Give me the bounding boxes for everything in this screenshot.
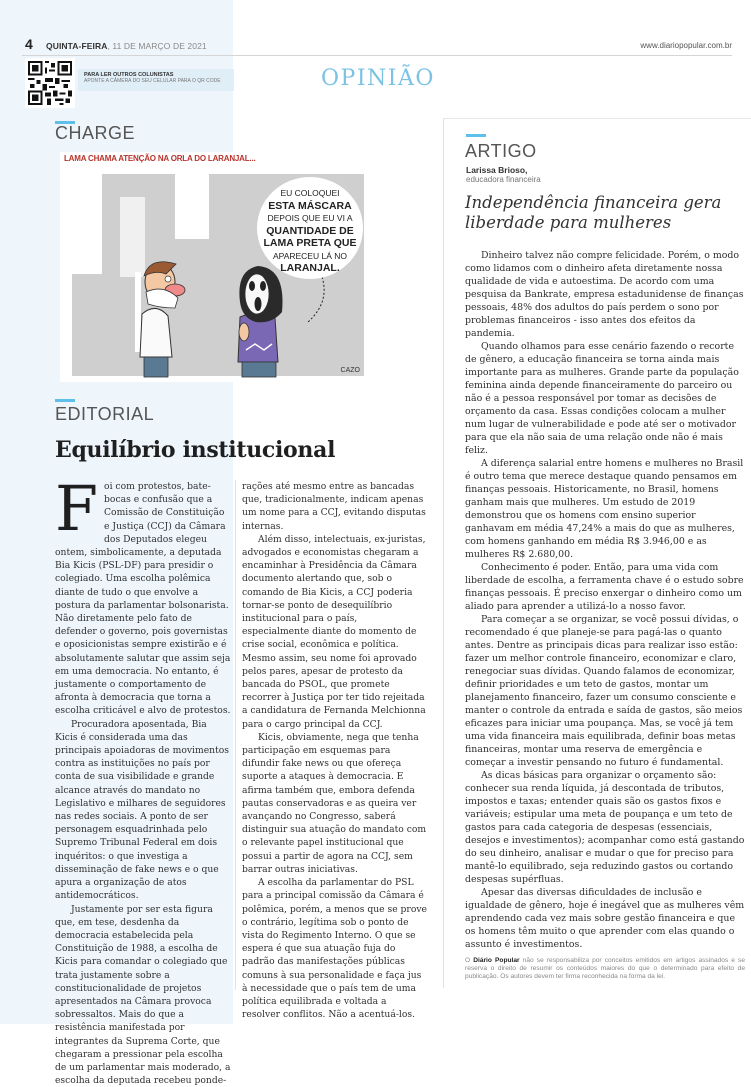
header-date-text: , 11 DE MARÇO DE 2021 <box>107 41 206 51</box>
editorial-paragraph: Procuradora aposentada, Bia Kicis é considerada uma das principais apoiadoras de movimentos contra as instituições no país por conta de sua visibilidade e grande alcance através do mandato no Legislativo e milhares de seguidores nas redes sociais. A ponto de ser personagem esquadrinhada pelo Supremo Tribunal Federal em dois inquéritos: o que investiga a disseminação de fake news e o que apura a organização de atos antidemocráticos. <box>55 718 231 903</box>
section-title: OPINIÃO <box>321 66 435 91</box>
editorial-paragraph: Além disso, intelectuais, ex-juristas, advogados e economistas chegaram a encaminhar à Presidência da Câmara documento alertando que, sob o comando de Bia Kicis, a CCJ poderia tornar-se ponto de desequilíbrio institucional para o país, especialmente diante do momento de crise social, econômica e política. Mesmo assim, seu nome foi aprovado pelos pares, apesar de protesto da bancada do PSOL, que promete recorrer à Justiça por ter tido rejeitada a candidatura de Fernanda Melchionna para o cargo principal da CCJ. <box>242 533 427 731</box>
disclaimer-prefix: O <box>465 957 473 964</box>
editorial-title: Equilíbrio institucional <box>55 437 335 463</box>
drop-cap: F <box>55 484 98 534</box>
editorial-paragraph: rações até mesmo entre as bancadas que, tradicionalmente, indicam apenas um nome para a CCJ, evitando disputas internas. <box>242 480 427 533</box>
speech-bubble <box>257 177 363 279</box>
disclaimer-brand: Diário Popular <box>473 957 519 964</box>
disclaimer-text: não se responsabiliza por conceitos emitidos em artigos assinados e se reserva o direito de resumir os conteúdos maiores do que o determinado para efeito de publicação. Os autores devem ter firma reconhecida na forma da lei. <box>465 957 745 980</box>
qr-promo-band <box>78 69 234 91</box>
header-url[interactable]: www.diariopopular.com.br <box>640 41 732 50</box>
artigo-paragraph: Apesar das diversas dificuldades de inclusão e igualdade de gênero, hoje é inegável que as mulheres vêm aprendendo cada vez mais sobre gestão financeira e que os homens têm muito o que aprender com elas quando o assunto é investimentos. <box>465 886 745 951</box>
qr-code[interactable] <box>25 58 75 108</box>
page-number: 4 <box>25 36 33 52</box>
author-role: educadora financeira <box>466 175 541 184</box>
qr-promo-subtitle: APONTE A CÂMERA DO SEU CELULAR PARA O QR CODE <box>84 78 234 84</box>
speech-line: APARECEU LÁ NO <box>257 250 363 263</box>
artigo-title: Independência financeira gera liberdade para mulheres <box>465 193 745 233</box>
cartoon-building-light-1 <box>72 174 102 274</box>
editorial-paragraph: Justamente por ser esta figura que, em tese, desdenha da democracia estabelecida pela Constituição de 1988, a escolha de Kicis para comandar o colegiado que trata justamente sobre a constitucionalidade de projetos apresentados na Câmara provoca sobressaltos. Mais do que a resistência manifestada por integrantes da Suprema Corte, que chegaram a pressionar pela escolha de um parlamentar mais moderado, a escolha da deputada recebeu ponde- <box>55 903 231 1087</box>
artigo-paragraph: As dicas básicas para organizar o orçamento são: conhecer sua renda líquida, já descontada de tributos, impostos e taxas; entender quais são os gastos fixos e variáveis; estipular uma meta de poupança e um teto de gastos para cada categoria de despesas (essenciais, desejos e investimentos); acompanhar como está gastando do seu dinheiro, analisar e mudar o que for preciso para mantê-lo equilibrado, seja reduzindo gastos ou cortando despesas supérfluas. <box>465 769 745 886</box>
artigo-paragraph: Conhecimento é poder. Então, para uma vida com liberdade de escolha, a ferramenta chave é o estudo sobre finanças pessoais. É preciso enxergar o dinheiro como um aliado para aprender a utilizá-lo a nosso favor. <box>465 561 745 613</box>
speech-line: EU COLOQUEI <box>257 187 363 200</box>
editorial-accent-bar <box>55 399 75 402</box>
editorial-paragraph: Kicis, obviamente, nega que tenha participação em esquemas para difundir fake news ou que ofereça suporte a ataques à democracia. E afirma também que, embora defenda pautas conservadoras e as queira ver avançando no Congresso, saberá distinguir sua atuação do mandato com o relevante papel institucional que possui a partir de agora na CCJ, sem barrar outras iniciativas. <box>242 731 427 876</box>
cartoon-building-light-3 <box>175 174 209 239</box>
cartoon-pole <box>135 272 141 352</box>
artigo-paragraph: A diferença salarial entre homens e mulheres no Brasil é outro tema que merece destaque quando pensamos em finanças pessoais. Historicamente, no Brasil, homens ganham mais que mulheres. Um estudo de 2019 demonstrou que os homens com ensino superior ganhavam em média 47,24% a mais do que as mulheres, com homens ganhando em média R$ 3.946,00 e as mulheres R$ 2.680,00. <box>465 457 745 561</box>
artigo-body <box>465 249 745 951</box>
speech-line: ESTA MÁSCARA <box>257 200 363 213</box>
artigo-accent-bar <box>466 134 486 137</box>
qr-promo-title: PARA LER OUTROS COLUNISTAS <box>84 72 234 78</box>
header-date <box>46 41 207 51</box>
speech-line: LAMA PRETA QUE <box>257 237 363 250</box>
editorial-column-1 <box>55 480 231 1087</box>
artigo-kicker: ARTIGO <box>465 141 537 162</box>
charge-kicker: CHARGE <box>55 123 135 144</box>
editorial-paragraph <box>55 480 231 718</box>
cartoon-caption: LAMA CHAMA ATENÇÃO NA ORLA DO LARANJAL... <box>64 154 256 163</box>
editorial-kicker: EDITORIAL <box>55 404 154 425</box>
artigo-paragraph: Para começar a se organizar, se você possui dívidas, o recomendado é que planeje-se para pagá-las o quanto antes. Dentre as principais dicas para realizar isso estão: fazer um melhor controle financeiro, economizar e claro, renegociar suas dívidas. Quando falamos de economizar, definir prioridades e um teto de gastos, montar um planejamento financeiro, fazer um consumo consciente e manter o controle da entrada e saída de gastos, são meios eficazes para iniciar uma poupança. Mas, se você já tem uma vida financeira mais equilibrada, definir boas metas financeiras, montar uma reserva de emergência e começar a investir pensando no futuro é fundamental. <box>465 613 745 769</box>
cartoon <box>60 152 374 382</box>
page-header <box>22 40 732 56</box>
speech-line: QUANTIDADE DE <box>257 225 363 238</box>
editorial-paragraph-text: oi com protestos, bate-bocas e confusão que a Comissão de Constituição e Justiça (CCJ) da Câmara dos Deputados elegeu ontem, simbolicamente, a deputada Bia Kicis (PSL-DF) para presidir o colegiado. Uma escolha polêmica diante de tudo o que envolve a postura da parlamentar bolsonarista. Não diretamente pelo fato de defender o governo, pois governistas e oposicionistas sempre existirão e é absolutamente salutar que assim seja em uma democracia. No entanto, é justamente o comportamento de afronta à democracia que torna a escolha criticável e alvo de protestos. <box>55 481 230 716</box>
editorial-column-2 <box>242 480 427 1021</box>
artigo-paragraph: Quando olhamos para esse cenário fazendo o recorte de gênero, a educação financeira se torna ainda mais importante para as mulheres. Grande parte da população feminina ainda depende financeiramente do parceiro ou não é a pessoa responsável por tomar as decisões de orçamento da casa. Essas condições colocam a mulher num lugar de vulnerabilidade e pode até ser o motivador para que ela não saia de uma relação onde não é mais feliz. <box>465 340 745 457</box>
column-divider <box>235 480 236 990</box>
qr-code-icon <box>28 61 72 105</box>
author-name: Larissa Brioso, <box>466 165 527 175</box>
editorial-paragraph: A escolha da parlamentar do PSL para a principal comissão da Câmara é polêmica, porém, a menos que se prove o contrário, legítima sob o ponto de vista do Regimento Interno. O que se espera é que sua atuação fuja do padrão das manifestações públicas comuns à sua personalidade e faça jus à necessidade que o país tem de uma política equilibrada e voltada a resolver conflitos. Não a acentuá-los. <box>242 876 427 1021</box>
cartoonist-signature: CAZO <box>341 367 360 374</box>
disclaimer <box>465 957 745 981</box>
header-weekday: QUINTA-FEIRA <box>46 41 107 51</box>
speech-line: DEPOIS QUE EU VI A <box>257 212 363 225</box>
cartoon-building-light-2 <box>120 197 145 277</box>
artigo-paragraph: Dinheiro talvez não compre felicidade. Porém, o modo como lidamos com o dinheiro afeta diretamente nossa qualidade de vida e autoestima. De acordo com uma pesquisa da Bankrate, empresa estadunidense de finanças pessoais, 48% dos adultos do país perdem o sono por problemas financeiros - isso antes dos efeitos da pandemia. <box>465 249 745 340</box>
speech-line: LARANJAL. <box>257 262 363 275</box>
